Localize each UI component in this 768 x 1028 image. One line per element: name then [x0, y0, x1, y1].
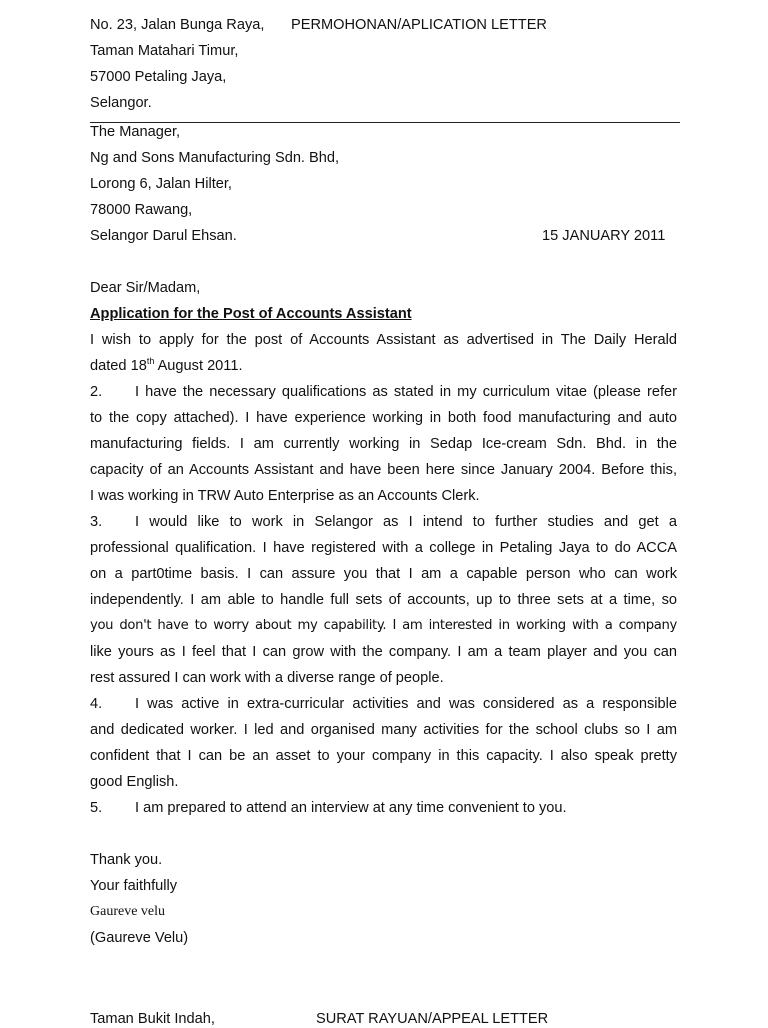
para4-line-2: and dedicated worker. I led and organised many activities for the school clubs so I am [90, 722, 677, 738]
para3-line-3: on a part0time basis. I can assure you that I am a capable person who can work [90, 566, 677, 582]
para2-line-5: I was working in TRW Auto Enterprise as an Accounts Clerk. [90, 488, 480, 504]
para2-line-1 [90, 383, 135, 401]
para4-number: 4. [90, 696, 103, 712]
letter-type-heading: PERMOHONAN/APLICATION LETTER [291, 17, 547, 33]
signatory-name: (Gaureve Velu) [90, 930, 189, 946]
para3-line-1: I would like to work in Selangor as I intend to further studies and get a [135, 514, 677, 530]
recipient-address-line-2: Ng and Sons Manufacturing Sdn. Bhd, [90, 150, 340, 166]
para4-line-1: I was active in extra-curricular activities and was considered as a responsible [135, 696, 677, 712]
para3-line-7: rest assured I can work with a diverse range of people. [90, 670, 444, 686]
recipient-address-line-4: 78000 Rawang, [90, 202, 193, 218]
signature: Gaureve velu [90, 904, 166, 919]
para3-line-2: professional qualification. I have registered with a college in Petaling Jaya to do ACCA [90, 540, 677, 556]
para3-number: 3. [90, 514, 103, 530]
para1-line-2: dated 18th August 2011. [90, 356, 243, 374]
closing-thanks: Thank you. [90, 852, 163, 868]
para2-line-1-text: I have the necessary qualifications as stated in my curriculum vitae (please refer [135, 384, 677, 400]
next-letter-address: Taman Bukit Indah, [90, 1011, 215, 1027]
para5-number: 5. [90, 800, 103, 816]
salutation: Dear Sir/Madam, [90, 280, 201, 296]
para4-line-3: confident that I can be an asset to your company in this capacity. I also speak pretty [90, 748, 677, 764]
sender-address-line-2: Taman Matahari Timur, [90, 43, 239, 59]
para5-text: I am prepared to attend an interview at any time convenient to you. [135, 800, 567, 816]
letter-date: 15 JANUARY 2011 [542, 228, 666, 244]
recipient-address-line-5: Selangor Darul Ehsan. [90, 228, 237, 244]
para2-line-2: to the copy attached). I have experience working in both food manufacturing and auto [90, 410, 677, 426]
para2-number: 2. [90, 384, 103, 400]
para2-line-3: manufacturing fields. I am currently working in Sedap Ice-cream Sdn. Bhd. in the [90, 436, 677, 452]
recipient-address-line-1: The Manager, [90, 124, 181, 140]
next-letter-type: SURAT RAYUAN/APPEAL LETTER [316, 1011, 549, 1027]
para2-line-4: capacity of an Accounts Assistant and have been here since January 2004. Before this, [90, 462, 677, 478]
sender-address-line-3: 57000 Petaling Jaya, [90, 69, 227, 85]
sender-address-line-1: No. 23, Jalan Bunga Raya, [90, 17, 265, 33]
para4-line-4: good English. [90, 774, 179, 790]
para3-line-4: independently. I am able to handle full sets of accounts, up to three sets at a time, so [90, 592, 677, 608]
recipient-address-line-3: Lorong 6, Jalan Hilter, [90, 176, 232, 192]
para1-line-1: I wish to apply for the post of Accounts Assistant as advertised in The Daily Herald [90, 332, 677, 348]
sender-address-line-4: Selangor. [90, 95, 152, 111]
closing-valediction: Your faithfully [90, 878, 178, 894]
para3-line-6: like yours as I feel that I can grow with the company. I am a team player and you can [90, 644, 677, 660]
subject-line: Application for the Post of Accounts Assistant [90, 306, 412, 322]
para3-line-5: you don't have to worry about my capability. I am interested in working with a company [90, 618, 677, 633]
